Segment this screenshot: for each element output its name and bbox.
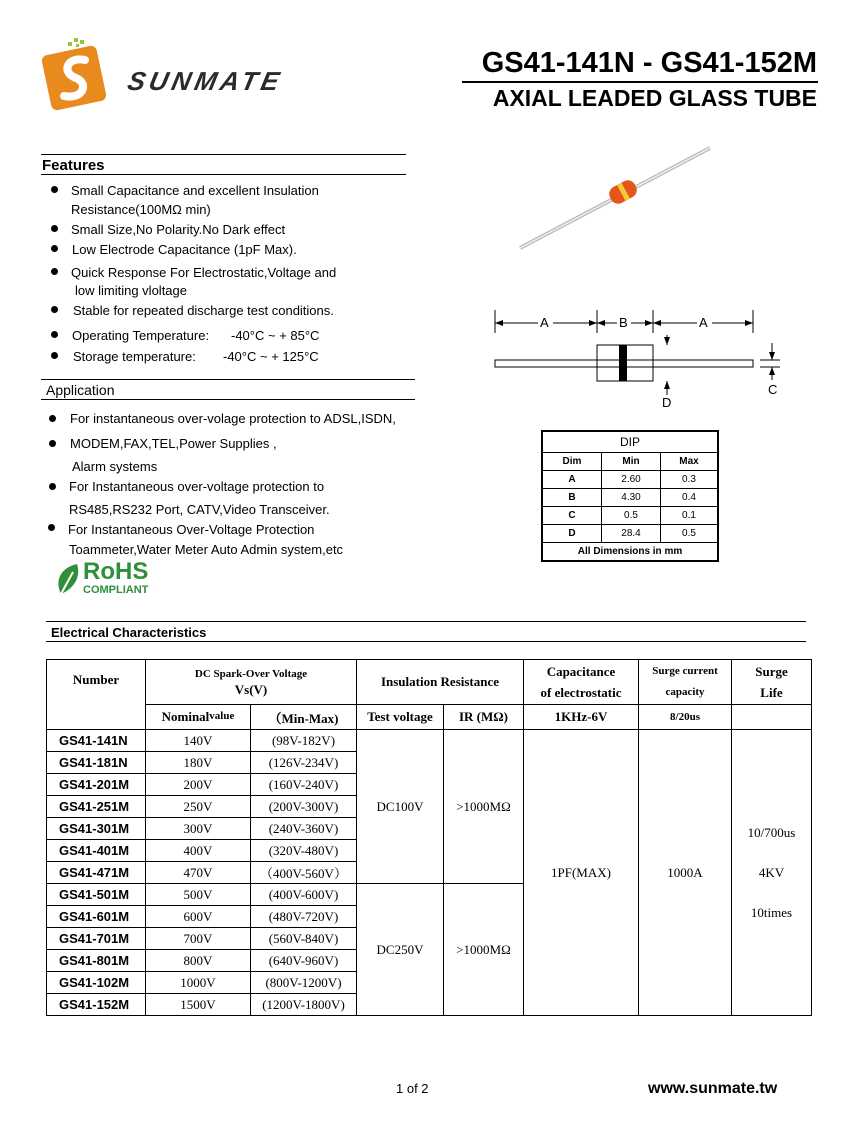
- dim-label-a-right: A: [699, 315, 708, 330]
- header-dc-spark: [146, 660, 357, 705]
- bullet-icon: [51, 245, 58, 252]
- table-row: [542, 471, 718, 489]
- header-ir: IR (MΩ): [444, 705, 524, 730]
- electrical-rule-top: [46, 621, 806, 622]
- voltage-range: (800V-1200V): [251, 972, 357, 994]
- feature-item: Small Size,No Polarity.No Dark effect: [71, 222, 286, 237]
- nominal-voltage: 1000V: [146, 972, 251, 994]
- part-number: GS41-102M: [47, 972, 146, 994]
- surge-life-waveform: 10/700us: [747, 824, 796, 840]
- capacitance-value: 1PF(MAX): [524, 730, 639, 1016]
- application-item: For instantaneous over-volage protection to ADSL,ISDN,: [70, 411, 396, 426]
- bullet-icon: [49, 483, 56, 490]
- voltage-range: (320V-480V): [251, 840, 357, 862]
- nominal-voltage: 800V: [146, 950, 251, 972]
- header-nominal: [146, 705, 251, 730]
- part-number: GS41-471M: [47, 862, 146, 884]
- voltage-range: (98V-182V): [251, 730, 357, 752]
- header-nominal-sup: value: [209, 710, 235, 722]
- surge-life-voltage: 4KV: [758, 864, 785, 880]
- feature-item: Quick Response For Electrostatic,Voltage and: [71, 265, 337, 280]
- dip-cell: B: [542, 489, 602, 507]
- feature-item: Low Electrode Capacitance (1pF Max).: [72, 242, 297, 257]
- application-item: Toammeter,Water Meter Auto Admin system,etc: [69, 542, 344, 557]
- nominal-voltage: 250V: [146, 796, 251, 818]
- header-surge-life-line1: Surge: [755, 664, 788, 679]
- header-minmax: （Min-Max): [251, 705, 357, 730]
- voltage-range: (560V-840V): [251, 928, 357, 950]
- header-cap-condition: 1KHz-6V: [524, 705, 639, 730]
- part-number: GS41-152M: [47, 994, 146, 1016]
- header-surge-current-line2: capacity: [665, 686, 705, 698]
- nominal-voltage: 180V: [146, 752, 251, 774]
- voltage-range: (200V-300V): [251, 796, 357, 818]
- dip-cell: 0.5: [602, 507, 661, 525]
- header-surge-life-empty: [732, 705, 812, 730]
- ir-group2: >1000MΩ: [444, 884, 524, 1016]
- voltage-range: (480V-720V): [251, 906, 357, 928]
- dip-cell: 2.60: [602, 471, 661, 489]
- part-number: GS41-701M: [47, 928, 146, 950]
- table-row: [542, 525, 718, 543]
- bullet-icon: [51, 352, 58, 359]
- feature-item: Stable for repeated discharge test conditions.: [73, 303, 334, 318]
- dip-cell: C: [542, 507, 602, 525]
- application-rule-top: [41, 379, 415, 380]
- features-title: Features: [42, 157, 105, 174]
- dip-cell: 0.5: [661, 525, 719, 543]
- dip-cell: 0.1: [661, 507, 719, 525]
- dip-header-max: Max: [661, 453, 719, 471]
- header-dc-spark-line1: DC Spark-Over Voltage: [194, 668, 308, 680]
- feature-item: Resistance(100MΩ min): [71, 202, 211, 217]
- bullet-icon: [49, 415, 56, 422]
- voltage-range: （400V-560V）: [251, 862, 357, 884]
- bullet-icon: [51, 268, 58, 275]
- voltage-range: (1200V-1800V): [251, 994, 357, 1016]
- diode-image: [515, 140, 720, 255]
- dip-cell: A: [542, 471, 602, 489]
- website-url: www.sunmate.tw: [648, 1080, 778, 1097]
- surge-current-value: 1000A: [639, 730, 732, 1016]
- nominal-voltage: 140V: [146, 730, 251, 752]
- feature-item: Small Capacitance and excellent Insulation: [71, 183, 319, 198]
- dip-cell: D: [542, 525, 602, 543]
- table-row: [542, 507, 718, 525]
- header-surge-condition: 8/20us: [639, 705, 732, 730]
- application-item: For Instantaneous over-voltage protection to: [69, 479, 325, 494]
- header-capacitance-line2: of electrostatic: [540, 685, 622, 700]
- bullet-icon: [51, 306, 58, 313]
- surge-life-value: [732, 730, 812, 1016]
- nominal-voltage: 700V: [146, 928, 251, 950]
- header-dc-spark-line2: Vs(V): [234, 682, 268, 697]
- part-number: GS41-501M: [47, 884, 146, 906]
- part-range-title: GS41-141N - GS41-152M: [481, 47, 817, 79]
- nominal-voltage: 500V: [146, 884, 251, 906]
- brand-name: SUNMATE: [124, 66, 286, 96]
- header-test-voltage: Test voltage: [357, 705, 444, 730]
- surge-life-count: 10times: [750, 904, 793, 920]
- nominal-voltage: 600V: [146, 906, 251, 928]
- feature-item: Storage temperature:: [73, 349, 196, 364]
- leaf-icon: [55, 562, 81, 596]
- header-nominal-text: Nominal: [161, 709, 210, 724]
- dip-cell: 4.30: [602, 489, 661, 507]
- test-voltage-group1: DC100V: [357, 730, 444, 884]
- dip-footer: All Dimensions in mm: [542, 543, 718, 562]
- bullet-icon: [48, 524, 55, 531]
- part-number: GS41-601M: [47, 906, 146, 928]
- features-rule-top: [41, 154, 406, 155]
- header-capacitance-line1: Capacitance: [546, 664, 616, 679]
- rohs-compliant-text: COMPLIANT: [83, 584, 149, 596]
- application-title: Application: [46, 382, 115, 398]
- header-surge-life-line2: Life: [760, 685, 783, 700]
- part-number: GS41-201M: [47, 774, 146, 796]
- nominal-voltage: 200V: [146, 774, 251, 796]
- header-surge-current: [639, 660, 732, 705]
- rohs-badge: [55, 560, 165, 600]
- electrical-rule-bottom: [46, 641, 806, 642]
- rohs-text: RoHS: [83, 558, 149, 585]
- application-item: MODEM,FAX,TEL,Power Supplies ,: [70, 436, 277, 451]
- feature-item: Operating Temperature:: [72, 328, 210, 343]
- header-insulation: Insulation Resistance: [357, 660, 524, 705]
- application-item: RS485,RS232 Port, CATV,Video Transceiver.: [69, 502, 330, 517]
- header-surge-current-line1: Surge current: [652, 665, 718, 677]
- dip-header-dim: Dim: [542, 453, 602, 471]
- title-divider: [462, 81, 818, 83]
- nominal-voltage: 300V: [146, 818, 251, 840]
- nominal-voltage: 1500V: [146, 994, 251, 1016]
- table-row: [47, 730, 812, 752]
- bullet-icon: [51, 186, 58, 193]
- voltage-range: (240V-360V): [251, 818, 357, 840]
- table-row: [542, 489, 718, 507]
- part-number: GS41-141N: [47, 730, 146, 752]
- page-number: 1 of 2: [396, 1081, 429, 1096]
- application-rule-bottom: [41, 399, 415, 400]
- dim-label-d: D: [662, 395, 672, 410]
- ir-group1: >1000MΩ: [444, 730, 524, 884]
- part-number: GS41-401M: [47, 840, 146, 862]
- dim-label-a-left: A: [540, 315, 549, 330]
- voltage-range: (126V-234V): [251, 752, 357, 774]
- electrical-characteristics-table: [46, 659, 812, 1016]
- feature-item: low limiting vloltage: [75, 283, 187, 298]
- bullet-icon: [51, 331, 58, 338]
- nominal-voltage: 400V: [146, 840, 251, 862]
- dimension-drawing: [490, 305, 790, 415]
- application-item: For Instantaneous Over-Voltage Protection: [68, 522, 315, 537]
- header-capacitance: [524, 660, 639, 705]
- header-number: Number: [47, 660, 146, 730]
- sunmate-logo-icon: [40, 38, 120, 122]
- voltage-range: (400V-600V): [251, 884, 357, 906]
- part-number: GS41-301M: [47, 818, 146, 840]
- storage-temp-range: -40°C ~ + 125°C: [223, 349, 319, 364]
- dip-cell: 0.3: [661, 471, 719, 489]
- product-subtitle: AXIAL LEADED GLASS TUBE: [492, 85, 817, 111]
- electrical-title: Electrical Characteristics: [51, 625, 207, 640]
- voltage-range: (160V-240V): [251, 774, 357, 796]
- operating-temp-range: -40°C ~ + 85°C: [231, 328, 320, 343]
- part-number: GS41-801M: [47, 950, 146, 972]
- dip-dimension-table: [541, 430, 719, 562]
- voltage-range: (640V-960V): [251, 950, 357, 972]
- application-item: Alarm systems: [72, 459, 158, 474]
- dip-cell: 0.4: [661, 489, 719, 507]
- nominal-voltage: 470V: [146, 862, 251, 884]
- dip-title: DIP: [542, 431, 718, 453]
- dim-label-c: C: [768, 382, 778, 397]
- dim-label-b: B: [619, 315, 628, 330]
- part-number: GS41-181N: [47, 752, 146, 774]
- dip-header-min: Min: [602, 453, 661, 471]
- header-surge-life: [732, 660, 812, 705]
- dip-cell: 28.4: [602, 525, 661, 543]
- test-voltage-group2: DC250V: [357, 884, 444, 1016]
- bullet-icon: [49, 440, 56, 447]
- bullet-icon: [51, 225, 58, 232]
- part-number: GS41-251M: [47, 796, 146, 818]
- features-rule-bottom: [41, 174, 406, 175]
